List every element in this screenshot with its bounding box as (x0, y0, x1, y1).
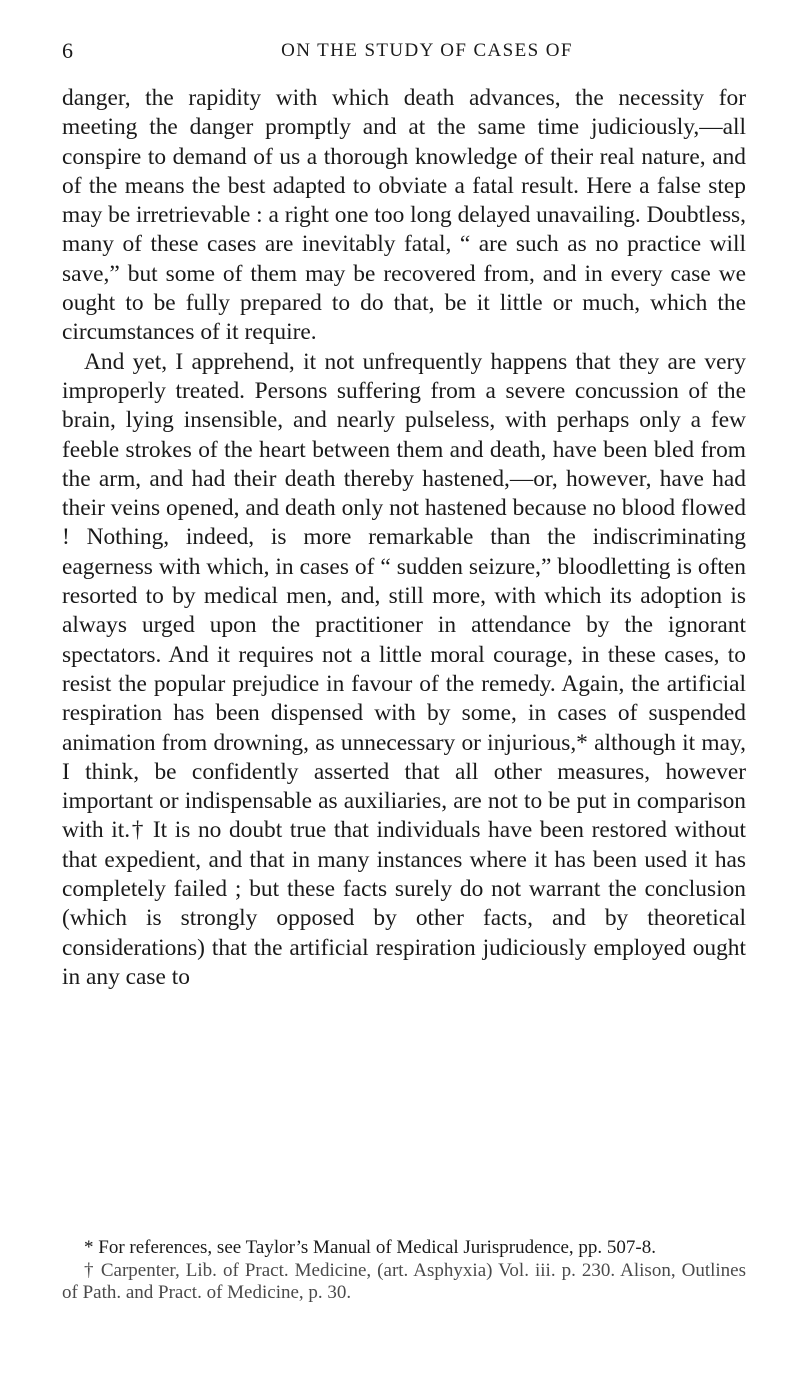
paragraph-2: And yet, I apprehend, it not unfrequently happens that they are very improperly treated. Persons suffering from a severe concussion of the brain, lying insensible, and nearly pulseless, with perhaps only a few feeble strokes of the heart between them and death, have been bled from the arm, and had their death thereby hastened,—or, however, have had their veins opened, and death only not hastened because no blood flowed ! Nothing, indeed, is more remarkable than the indiscriminating eagerness with which, in cases of “ sudden seizure,” bloodletting is often resorted to by medical men, and, still more, with which its adoption is always urged upon the practitioner in attendance by the ignorant spectators. And it requires not a little moral courage, in these cases, to resist the popular prejudice in favour of the remedy. Again, the artificial respiration has been dispensed with by some, in cases of suspended animation from drowning, as unnecessary or injurious,* although it may, I think, be confidently asserted that all other measures, however important or indispensable as auxiliaries, are not to be put in comparison with it.† It is no doubt true that individuals have been restored without that expedient, and that in many instances where it has been used it has completely failed ; but these facts surely do not warrant the conclusion (which is strongly opposed by other facts, and by theoretical considerations) that the artificial respiration judiciously employed ought in any case to (62, 348, 746, 990)
paragraph-1: danger, the rapidity with which death advances, the necessity for meeting the danger promptly and at the same time judiciously,—all conspire to demand of us a thorough knowledge of their real nature, and of the means the best adapted to obviate a fatal result. Here a false step may be irretrievable : a right one too long delayed unavailing. Doubtless, many of these cases are inevitably fatal, “ are such as no practice will save,” but some of them may be recovered from, and in every case we ought to be fully prepared to do that, be it little or much, which the circumstances of it require. (62, 85, 746, 346)
body-text (62, 84, 746, 992)
footnote-1: * For references, see Taylor’s Manual of Medical Jurisprudence, pp. 507-8. (84, 1237, 657, 1258)
footnote-2: † Carpenter, Lib. of Pract. Medicine, (art. Asphyxia) Vol. iii. p. 230. Alison, Outlines of Path. and Pract. of Medicine, p. 30. (62, 1259, 746, 1303)
running-head-title: ON THE STUDY OF CASES OF (281, 40, 573, 61)
page-number: 6 (62, 38, 74, 63)
footnotes (62, 1237, 746, 1305)
running-head (62, 38, 762, 70)
